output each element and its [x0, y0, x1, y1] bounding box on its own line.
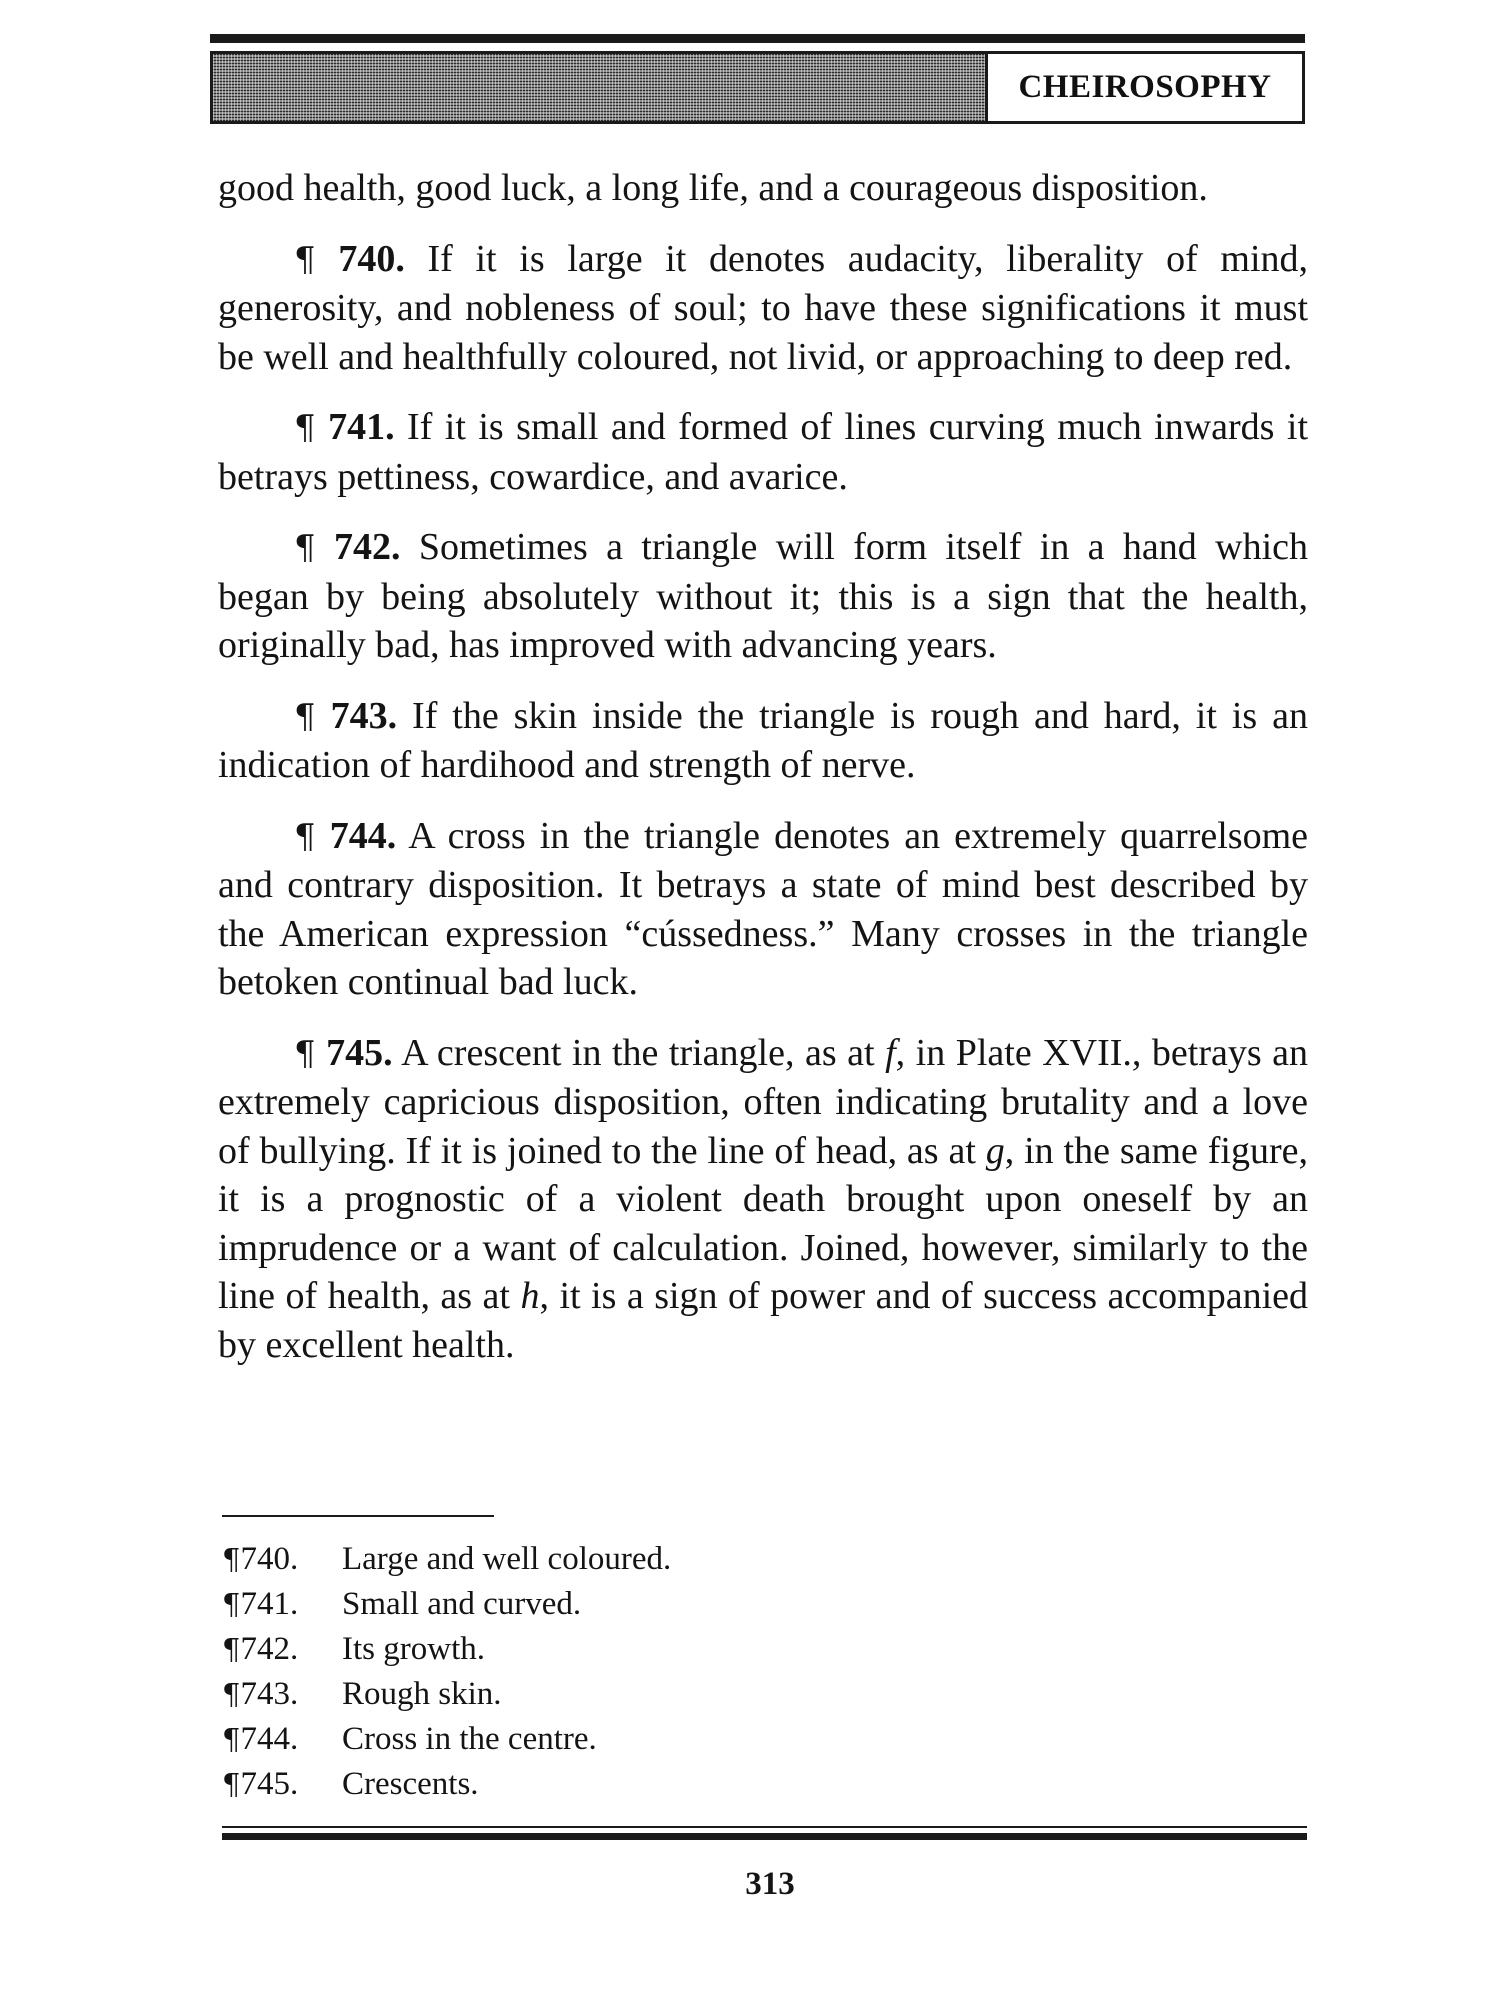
- footnote-ref: 741.: [240, 1586, 299, 1622]
- paragraph-745: [218, 1029, 1308, 1370]
- body-text: [218, 164, 1308, 1391]
- pilcrow-mark: ¶: [294, 1033, 316, 1074]
- paragraph-text: A cross in the triangle denotes an extremely quarrelsome and contrary disposition. It betrays a state of mind best described by the American expression “cússedness.” Many crosses in the triangle betoken continual bad luck.: [218, 814, 1308, 1003]
- paragraph-text-segment: , in the same figure, it is a prognostic of a violent death brought upon oneself by an imprudence or a want of calculation. Joined, however, similarly to the line of health, as at: [218, 1129, 1308, 1317]
- footnote-ref: 743.: [240, 1676, 299, 1712]
- footnote-text: Large and well coloured.: [342, 1541, 672, 1577]
- paragraph-number: 742.: [334, 526, 401, 568]
- running-title: CHEIROSOPHY: [1018, 69, 1272, 105]
- footnote-item: [222, 1762, 1122, 1807]
- marginal-notes: [222, 1537, 1122, 1807]
- paragraph-text: If it is small and formed of lines curving much inwards it betrays pettiness, cowardice, and avarice.: [218, 406, 1309, 498]
- pilcrow-mark: ¶: [222, 1722, 241, 1756]
- footnote-item: [222, 1717, 1122, 1762]
- paragraph-742: [218, 523, 1308, 670]
- footnote-rule: [222, 1515, 494, 1517]
- paragraph-number: 743.: [330, 694, 398, 737]
- footnote-text: Small and curved.: [342, 1586, 582, 1622]
- footnote-item: [222, 1537, 1122, 1582]
- figure-label-f: f: [885, 1031, 896, 1074]
- paragraph-text: Sometimes a triangle will form itself in a hand which began by being absolutely without it; this is a sign that the health, originally bad, has improved with advancing years.: [218, 526, 1308, 666]
- pilcrow-mark: ¶: [222, 1677, 241, 1711]
- paragraph-741: [218, 403, 1308, 501]
- footnote-text: Cross in the centre.: [342, 1721, 597, 1757]
- pilcrow-mark: ¶: [222, 1632, 241, 1666]
- footnote-text: Rough skin.: [342, 1676, 502, 1712]
- paragraph-text-segment: , in Plate XVII., betrays an extremely capricious disposition, often indicating brutality and a love of bullying. If it is joined to the line of head, as at: [218, 1031, 1308, 1172]
- pilcrow-mark: ¶: [294, 239, 316, 280]
- pilcrow-mark: ¶: [294, 696, 316, 737]
- paragraph-continuation: [218, 164, 1308, 213]
- paragraph-text-segment: , it is a sign of power and of success accompanied by excellent health.: [218, 1275, 1308, 1366]
- paragraph-number: 744.: [329, 814, 397, 857]
- footnote-text: Its growth.: [342, 1631, 485, 1667]
- paragraph-744: [218, 812, 1308, 1007]
- paragraph-number: 745.: [326, 1031, 393, 1074]
- footnote-text: Crescents.: [342, 1766, 479, 1802]
- paragraph-text: If it is large it denotes audacity, liberality of mind, generosity, and nobleness of soul; to have these significations it must be well and healthfully coloured, not livid, or approaching to deep red.: [218, 237, 1309, 378]
- paragraph-number: 741.: [328, 406, 395, 448]
- footnote-ref: 740.: [240, 1541, 299, 1577]
- pilcrow-mark: ¶: [222, 1767, 241, 1801]
- page-number: 313: [745, 1866, 795, 1902]
- footnote-item: [222, 1582, 1122, 1627]
- pilcrow-mark: ¶: [294, 528, 316, 568]
- footer-thin-rule: [222, 1826, 1307, 1828]
- figure-label-g: g: [985, 1129, 1005, 1172]
- paragraph-740: [218, 235, 1308, 382]
- paragraph-text: good health, good luck, a long life, and a courageous disposition.: [218, 167, 1208, 209]
- footnote-ref: 744.: [240, 1721, 299, 1757]
- pilcrow-mark: ¶: [222, 1542, 241, 1576]
- footnote-ref: 745.: [240, 1766, 299, 1802]
- figure-label-h: h: [520, 1275, 540, 1317]
- paragraph-text: If the skin inside the triangle is rough and hard, it is an indication of hardihood and strength of nerve.: [218, 694, 1309, 786]
- header-top-rule: [210, 34, 1305, 43]
- pilcrow-mark: ¶: [222, 1587, 241, 1621]
- footnote-item: [222, 1672, 1122, 1717]
- footnote-ref: 742.: [240, 1631, 299, 1667]
- header-hatched-band: [213, 54, 988, 121]
- footnote-item: [222, 1627, 1122, 1672]
- paragraph-number: 740.: [338, 237, 405, 280]
- paragraph-743: [218, 692, 1308, 790]
- paragraph-text-segment: A crescent in the triangle, as at: [401, 1031, 886, 1074]
- pilcrow-mark: ¶: [294, 408, 316, 448]
- pilcrow-mark: ¶: [294, 816, 316, 857]
- footer-thick-rule: [222, 1833, 1307, 1840]
- running-header: [210, 51, 1305, 124]
